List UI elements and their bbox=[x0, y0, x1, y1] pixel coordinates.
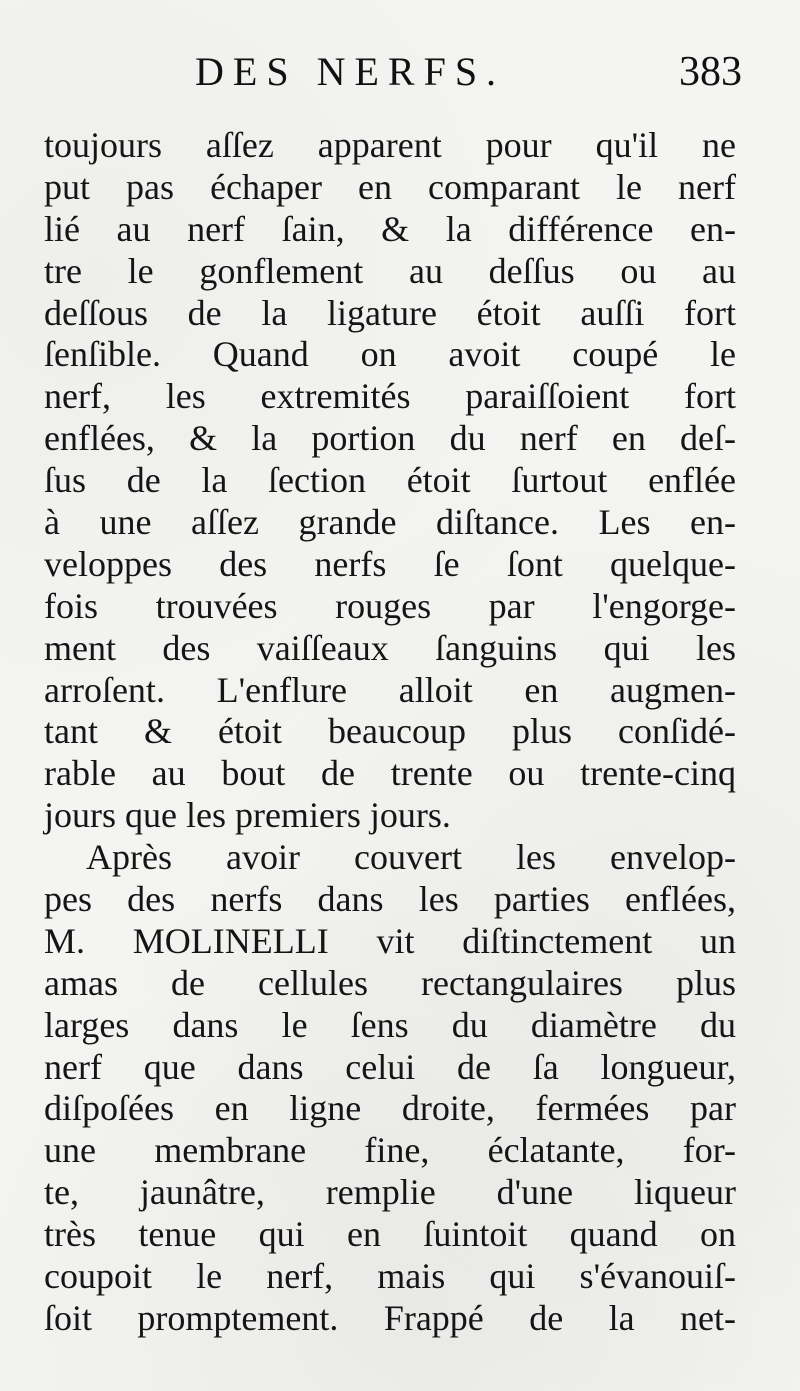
text-line: toujours aſſez apparent pour qu'il ne bbox=[44, 125, 736, 165]
text-line: tant & étoit beaucoup plus conſidé- bbox=[44, 711, 736, 752]
text-line: lié au nerf ſain, & la différence en- bbox=[44, 208, 736, 249]
page-header bbox=[195, 48, 742, 108]
running-title: DES NERFS. bbox=[195, 49, 506, 94]
text-line: amas de cellules rectangulaires plus bbox=[44, 962, 736, 1003]
text-line: ſus de la ſection étoit ſurtout enflée bbox=[44, 460, 736, 501]
body-text bbox=[44, 125, 736, 1340]
text-line: tre le gonflement au deſſus ou au bbox=[44, 250, 736, 291]
text-line: deſſous de la ligature étoit auſſi fort bbox=[44, 292, 736, 333]
text-line: ſoit promptement. Frappé de la net- bbox=[44, 1297, 736, 1338]
text-line: nerf, les extremités paraiſſoient fort bbox=[44, 376, 736, 417]
text-line: veloppes des nerfs ſe ſont quelque- bbox=[44, 543, 736, 584]
text-line: put pas échaper en comparant le nerf bbox=[44, 166, 736, 207]
text-line: arroſent. L'enflure alloit en augmen- bbox=[44, 669, 736, 710]
text-line: à une aſſez grande diſtance. Les en- bbox=[44, 502, 736, 543]
text-line: larges dans le ſens du diamètre du bbox=[44, 1004, 736, 1045]
text-line: rable au bout de trente ou trente-cinq bbox=[44, 753, 736, 794]
text-line: nerf que dans celui de ſa longueur, bbox=[44, 1046, 736, 1087]
text-line: fois trouvées rouges par l'engorge- bbox=[44, 585, 736, 626]
text-line: diſpoſées en ligne droite, fermées par bbox=[44, 1088, 736, 1129]
paragraph-start-line: Après avoir couvert les envelop- bbox=[86, 837, 736, 878]
paragraph-end-line: jours que les premiers jours. bbox=[44, 795, 451, 836]
text-line: M. MOLINELLI vit diſtinctement un bbox=[44, 920, 736, 961]
text-line: une membrane fine, éclatante, for- bbox=[44, 1130, 736, 1171]
text-line: pes des nerfs dans les parties enflées, bbox=[44, 879, 736, 920]
text-line: très tenue qui en ſuintoit quand on bbox=[44, 1214, 736, 1255]
page-number: 383 bbox=[679, 49, 742, 95]
text-line: ment des vaiſſeaux ſanguins qui les bbox=[44, 627, 736, 668]
text-line: coupoit le nerf, mais qui s'évanouiſ- bbox=[44, 1256, 736, 1297]
text-line: ſenſible. Quand on avoit coupé le bbox=[44, 334, 736, 375]
text-line: te, jaunâtre, remplie d'une liqueur bbox=[44, 1172, 736, 1213]
text-line: enflées, & la portion du nerf en deſ- bbox=[44, 418, 736, 459]
